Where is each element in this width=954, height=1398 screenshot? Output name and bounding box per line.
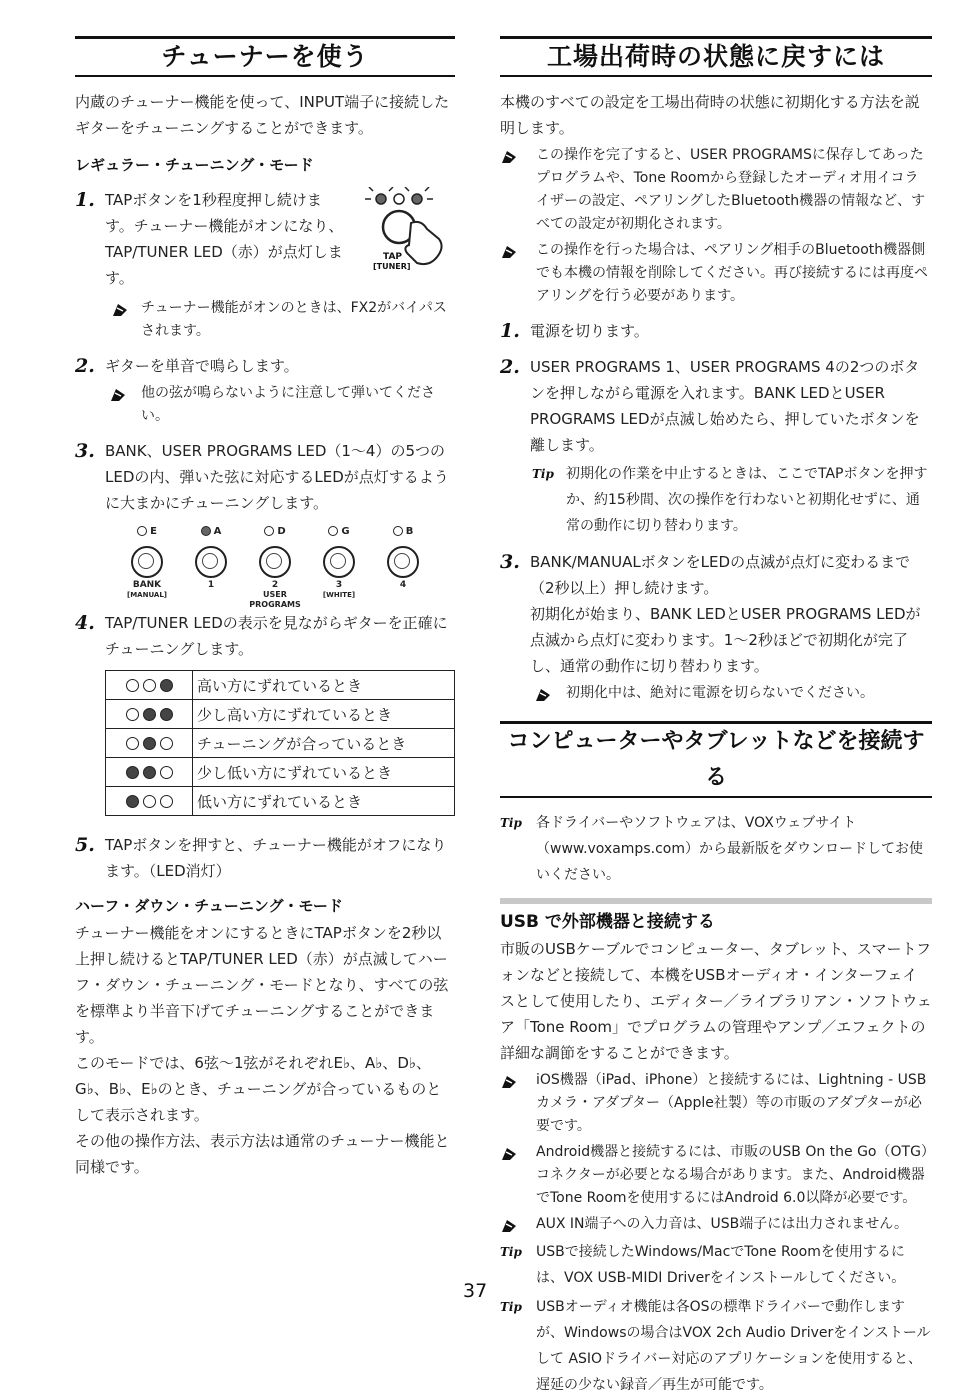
step-number: 3. [500,551,520,573]
note-text: チューナー機能がオンのときは、FX2がバイパスされます。 [141,300,447,339]
led-pattern [106,787,193,816]
tuning-row [106,729,455,758]
tuning-indicator-table [105,670,455,816]
led-on-icon [126,766,139,779]
led-off-icon [126,708,139,721]
section-title-connect: コンピューターやタブレットなどを接続する [500,721,932,798]
led-off-icon [160,795,173,808]
halfdown-paragraph-3: その他の操作方法、表示方法は通常のチューナー機能と同様です。 [75,1132,450,1176]
reset-step2-tip [530,461,932,539]
usb-note-1 [500,1069,932,1138]
warning-pencil-icon [111,300,129,318]
connect-tip [500,810,932,888]
reset-note-1 [500,144,932,236]
tuning-description: 高い方にずれているとき [193,671,455,700]
note-text: Android機器と接続するには、市販のUSB On the Go（OTG）コネクターが必要となる場合があります。また、Android機器でTone Roomを使用するにはAndroid 6.0以降が必要です。 [536,1144,928,1206]
warning-pencil-icon [500,147,518,165]
step-text: 電源を切ります。 [530,322,649,340]
warning-pencil-icon [534,685,552,703]
tip-icon: Tip [500,1245,522,1259]
led-on-icon [126,795,139,808]
usb-tip-1 [500,1239,932,1291]
tuning-row [106,787,455,816]
led-pattern [106,700,193,729]
led-figure [115,526,435,609]
step-text: BANK/MANUALボタンをLEDの点滅が点灯に変わるまで（2秒以上）押し続けます。 [530,553,911,597]
step-text: TAPボタンを押すと、チューナー機能がオフになります。（LED消灯） [105,836,447,880]
reset-intro: 本機のすべての設定を工場出荷時の状態に初期化する方法を説明します。 [500,93,920,137]
tip-icon: Tip [500,1300,522,1314]
reset-step-2 [500,354,932,539]
led-on-icon [160,708,173,721]
tuner-step-5 [75,832,455,884]
tuner-label: [TUNER] [373,262,411,271]
step-text: ギターを単音で鳴らします。 [105,357,299,375]
warning-pencil-icon [500,1216,518,1234]
step-text: BANK、USER PROGRAMS LED（1～4）の5つのLEDの内、弾いた弦に対応するLEDが点灯するように大まかにチューニングします。 [105,442,449,512]
step-number: 4. [75,612,95,634]
note-text: 初期化中は、絶対に電源を切らないでください。 [566,685,874,701]
step-number: 5. [75,834,95,856]
tap-label: TAP [383,252,403,262]
led-on-icon [160,679,173,692]
left-column [75,36,455,1180]
warning-pencil-icon [500,1144,518,1162]
regular-mode-heading: レギュラー・チューニング・モード [75,156,314,174]
step-number: 1. [500,320,520,342]
warning-pencil-icon [500,242,518,260]
led-bank: E BANK [MANUAL] [127,526,167,599]
led-pattern [106,729,193,758]
tip-icon: Tip [500,816,522,830]
usb-note-3 [500,1213,932,1236]
section-title-factory-reset: 工場出荷時の状態に戻すには [500,36,932,77]
tuner-step-4 [75,610,455,662]
usb-note-2 [500,1141,932,1210]
step-number: 2. [500,356,520,378]
note-text: この操作を完了すると、USER PROGRAMSに保存してあったプログラムや、Tone Roomから登録したオーディオ用イコライザーの設定、ペアリングしたBluetooth機器の情報など、すべての設定が初期化されます。 [536,147,926,232]
led-pattern [106,671,193,700]
led-off-icon [126,737,139,750]
halfdown-paragraph-1: チューナー機能をオンにするときにTAPボタンを2秒以上押し続けるとTAP/TUNER LED（赤）が点滅してハーフ・ダウン・チューニング・モードとなり、すべての弦を標準より半音下げてチューニングすることができます。 [75,924,449,1046]
led-off-icon [143,795,156,808]
warning-pencil-icon [109,385,127,403]
led-off-icon [160,737,173,750]
led-1: A 1 [185,526,237,600]
step-number: 3. [75,440,95,462]
step-text-2: 初期化が始まり、BANK LEDとUSER PROGRAMS LEDが点滅から点灯に変わります。1～2秒ほどで初期化が完了し、通常の動作に切り替わります。 [530,605,921,675]
tip-text: 初期化の作業を中止するときは、ここでTAPボタンを押すか、約15秒間、次の操作を行わないと初期化せずに、通常の動作に切り替わります。 [566,466,928,534]
reset-step-3 [500,549,932,705]
note-text: AUX IN端子への入力音は、USB端子には出力されません。 [536,1216,909,1232]
note-text: この操作を行った場合は、ペアリング相手のBluetooth機器側でも本機の情報を削除してください。再び接続するには再度ペアリングを行う必要があります。 [536,242,928,304]
step-text: TAP/TUNER LEDの表示を見ながらギターを正確にチューニングします。 [105,614,448,658]
reset-note-2 [500,239,932,308]
led-off-icon [143,679,156,692]
tuning-description: チューニングが合っているとき [193,729,455,758]
tuner-step-3 [75,438,455,516]
note-text: 他の弦が鳴らないように注意して弾いてください。 [141,385,435,424]
led-off-icon [160,766,173,779]
led-2: D 2 USER PROGRAMS [249,526,301,609]
tip-text: USBオーディオ機能は各OSの標準ドライバーで動作しますが、Windowsの場合はVOX 2ch Audio Driverをインストールして ASIOドライバー対応のアプリケーションを使用すると、遅延の少ない録音／再生が可能です。 [536,1299,931,1393]
step-text: TAPボタンを1秒程度押し続けます。チューナー機能がオンになり、TAP/TUNER LED（赤）が点灯します。 [105,191,344,287]
warning-pencil-icon [500,1072,518,1090]
tuning-description: 低い方にずれているとき [193,787,455,816]
right-column [500,36,932,1398]
page-number: 37 [463,1280,488,1302]
tuner-step-1 [75,187,455,343]
section-title-tuner: チューナーを使う [75,36,455,77]
step-number: 2. [75,355,95,377]
led-on-icon [143,766,156,779]
tap-button-figure [363,187,455,277]
tip-text: USBで接続したWindows/MacでTone Roomを使用するには、VOX USB-MIDI Driverをインストールしてください。 [536,1244,906,1286]
tuner-intro: 内蔵のチューナー機能を使って、INPUT端子に接続したギターをチューニングすることができます。 [75,93,450,137]
led-on-icon [143,708,156,721]
note-text: iOS機器（iPad、iPhone）と接続するには、Lightning - USBカメラ・アダプター（Apple社製）等の市販のアダプターが必要です。 [536,1072,927,1134]
led-3: G 3 [WHITE] [322,526,356,599]
usb-heading: USB で外部機器と接続する [500,898,932,936]
halfdown-paragraph-2: このモードでは、6弦～1弦がそれぞれE♭、A♭、D♭、G♭、B♭、E♭のとき、チューニングが合っているものとして表示されます。 [75,1054,442,1124]
step1-note [75,297,455,343]
tuning-row [106,671,455,700]
tuning-row [106,758,455,787]
tuner-step-2 [75,353,455,428]
step2-note [105,382,455,428]
tuning-description: 少し低い方にずれているとき [193,758,455,787]
reset-step3-note [530,682,932,705]
led-pattern [106,758,193,787]
reset-step-1 [500,318,932,344]
usb-intro: 市販のUSBケーブルでコンピューター、タブレット、スマートフォンなどと接続して、本機をUSBオーディオ・インターフェイスとして使用したり、エディター／ライブラリアン・ソフトウェア「Tone Room」でプログラムの管理やアンプ／エフェクトの詳細な調節をすることができます。 [500,940,932,1062]
tip-icon: Tip [532,467,554,481]
tip-text: 各ドライバーやソフトウェアは、VOXウェブサイト（www.voxamps.com）から最新版をダウンロードしてお使いください。 [536,815,923,883]
usb-tip-2 [500,1294,932,1398]
led-4: B 4 [377,526,429,600]
tuning-description: 少し高い方にずれているとき [193,700,455,729]
led-off-icon [126,679,139,692]
halfdown-heading: ハーフ・ダウン・チューニング・モード [75,897,343,915]
step-text: USER PROGRAMS 1、USER PROGRAMS 4の2つのボタンを押しながら電源を入れます。BANK LEDとUSER PROGRAMS LEDが点滅し始めたら、押していたボタンを離します。 [530,358,920,454]
tuning-row [106,700,455,729]
step-number: 1. [75,189,95,211]
led-on-icon [143,737,156,750]
